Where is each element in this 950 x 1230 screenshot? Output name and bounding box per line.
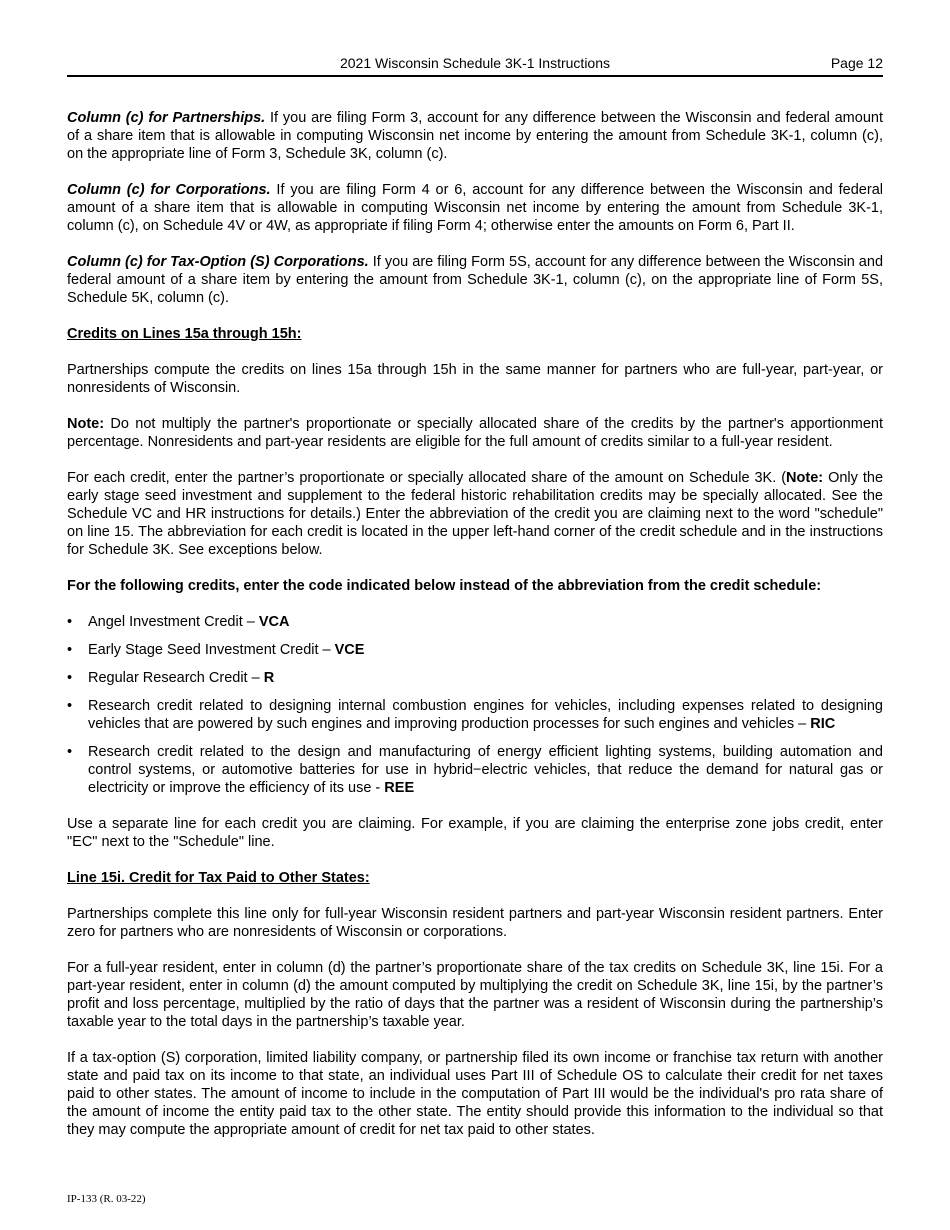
bullet-icon: • xyxy=(67,698,73,714)
credit-codes-list xyxy=(67,613,883,797)
bullet-icon: • xyxy=(67,614,73,630)
each-credit-paragraph xyxy=(67,469,883,559)
bullet-icon: • xyxy=(67,744,73,760)
document-title: 2021 Wisconsin Schedule 3K-1 Instructions xyxy=(339,55,611,71)
list-item xyxy=(67,669,883,687)
each-credit-part2: Only the early stage seed investment and supplement to the federal historic rehabilitation credits may be specially allocated. See the Schedule VC and HR instructions for details.) Enter the abbreviation of the credit you are claiming next to the word "schedule" on line 15. The abbreviation for each credit is located in the upper left-hand corner of the credit schedule and in the instructions for Schedule 3K. See exceptions below. xyxy=(67,470,884,558)
note-paragraph xyxy=(67,415,883,451)
credit-text: Early Stage Seed Investment Credit – xyxy=(88,642,335,658)
line-15i-paragraph-2: For a full-year resident, enter in column (d) the partner’s proportionate share of the tax credits on Schedule 3K, line 15i. For a part-year resident, enter in column (d) the amount computed by multiplying the credit on Schedule 3K, line 15i, by the partner’s profit and loss percentage, multiplied by the ratio of days that the partner was a resident of Wisconsin during the partnership’s taxable year to the total days in the partnership’s taxable year. xyxy=(67,960,883,1030)
codes-heading: For the following credits, enter the code indicated below instead of the abbreviation from the credit schedule: xyxy=(67,578,822,594)
note-text: Do not multiply the partner's proportionate or specially allocated share of the credits by the partner's apportionment percentage. Nonresidents and part-year residents are eligible for the full amount of credits similar to a full-year resident. xyxy=(67,416,883,450)
text-col-c-partnerships: If you are filing Form 3, account for any difference between the Wisconsin and federal amount of a share item that is allowable in computing Wisconsin net income by entering the amount from Schedule 3K-1, column (c), on the appropriate line of Form 3, Schedule 3K, column (c). xyxy=(67,110,883,162)
form-footer: IP-133 (R. 03-22) xyxy=(67,1193,146,1205)
lead-col-c-partnerships: Column (c) for Partnerships. xyxy=(67,110,266,126)
lead-col-c-corporations: Column (c) for Corporations. xyxy=(67,182,271,198)
text-col-c-tax-option: If you are filing Form 5S, account for any difference between the Wisconsin and federal amount of a share item by entering the amount from Schedule 3K-1, column (c), on the appropriate line of Form 5S, Schedule 5K, column (c). xyxy=(67,254,884,306)
each-credit-note-label: Note: xyxy=(786,470,824,486)
lead-col-c-tax-option: Column (c) for Tax-Option (S) Corporations. xyxy=(67,254,369,270)
line-15i-paragraph-1: Partnerships complete this line only for full-year Wisconsin resident partners and part-year Wisconsin resident partners. Enter zero for partners who are nonresidents of Wisconsin or corporations. xyxy=(67,906,883,940)
credit-code: VCA xyxy=(258,614,290,630)
separate-line-paragraph: Use a separate line for each credit you are claiming. For example, if you are claiming the enterprise zone jobs credit, enter "EC" next to the "Schedule" line. xyxy=(67,816,883,850)
paragraph-col-c-partnerships xyxy=(67,109,883,163)
credit-code: R xyxy=(263,670,275,686)
line-15i-paragraph-3: If a tax-option (S) corporation, limited liability company, or partnership filed its own income or franchise tax return with another state and paid tax on its income to that state, an individual uses Part III of Schedule OS to calculate their credit for net taxes paid to other states. The amount of income to include in the computation of Part III would be the individual's pro rata share of the amount of income the entity paid tax to the other state. The entity should provide this information to the individual so that they may compute the appropriate amount of credit for net tax paid to other states. xyxy=(67,1050,883,1138)
credits-intro: Partnerships compute the credits on lines 15a through 15h in the same manner for partners who are full-year, part-year, or nonresidents of Wisconsin. xyxy=(67,362,883,396)
bullet-icon: • xyxy=(67,642,73,658)
note-label: Note: xyxy=(67,416,105,432)
credit-text: Research credit related to the design and manufacturing of energy efficient lighting systems, building automation and control systems, or automotive batteries for use in hybrid−electric vehicles, that reduce the demand for natural gas or electricity or improve the efficiency of its use - xyxy=(88,744,883,796)
credit-text: Regular Research Credit – xyxy=(88,670,264,686)
credit-code: RIC xyxy=(810,716,836,732)
page-number: Page 12 xyxy=(830,55,883,71)
list-item xyxy=(67,613,883,631)
each-credit-part1: For each credit, enter the partner’s proportionate or specially allocated share of the amount on Schedule 3K. ( xyxy=(67,470,787,486)
list-item xyxy=(67,697,883,733)
page-header xyxy=(67,53,883,77)
credit-code: REE xyxy=(384,780,415,796)
line-15i-heading: Line 15i. Credit for Tax Paid to Other States: xyxy=(67,870,370,886)
bullet-icon: • xyxy=(67,670,73,686)
credit-code: VCE xyxy=(334,642,365,658)
list-item xyxy=(67,743,883,797)
paragraph-col-c-corporations xyxy=(67,181,883,235)
credit-text: Research credit related to designing internal combustion engines for vehicles, including expenses related to designing vehicles that are powered by such engines and improving production processes for such engines and vehicles – xyxy=(88,698,883,732)
credits-heading: Credits on Lines 15a through 15h: xyxy=(67,326,302,342)
document-body xyxy=(67,109,883,1157)
list-item xyxy=(67,641,883,659)
text-col-c-corporations: If you are filing Form 4 or 6, account for any difference between the Wisconsin and federal amount of a share item that is allowable in computing Wisconsin net income by entering the amount from Schedule 3K-1, column (c), on Schedule 4V or 4W, as appropriate if filing Form 4; otherwise enter the amounts on Form 6, Part II. xyxy=(67,182,883,234)
paragraph-col-c-tax-option xyxy=(67,253,883,307)
credit-text: Angel Investment Credit – xyxy=(88,614,259,630)
